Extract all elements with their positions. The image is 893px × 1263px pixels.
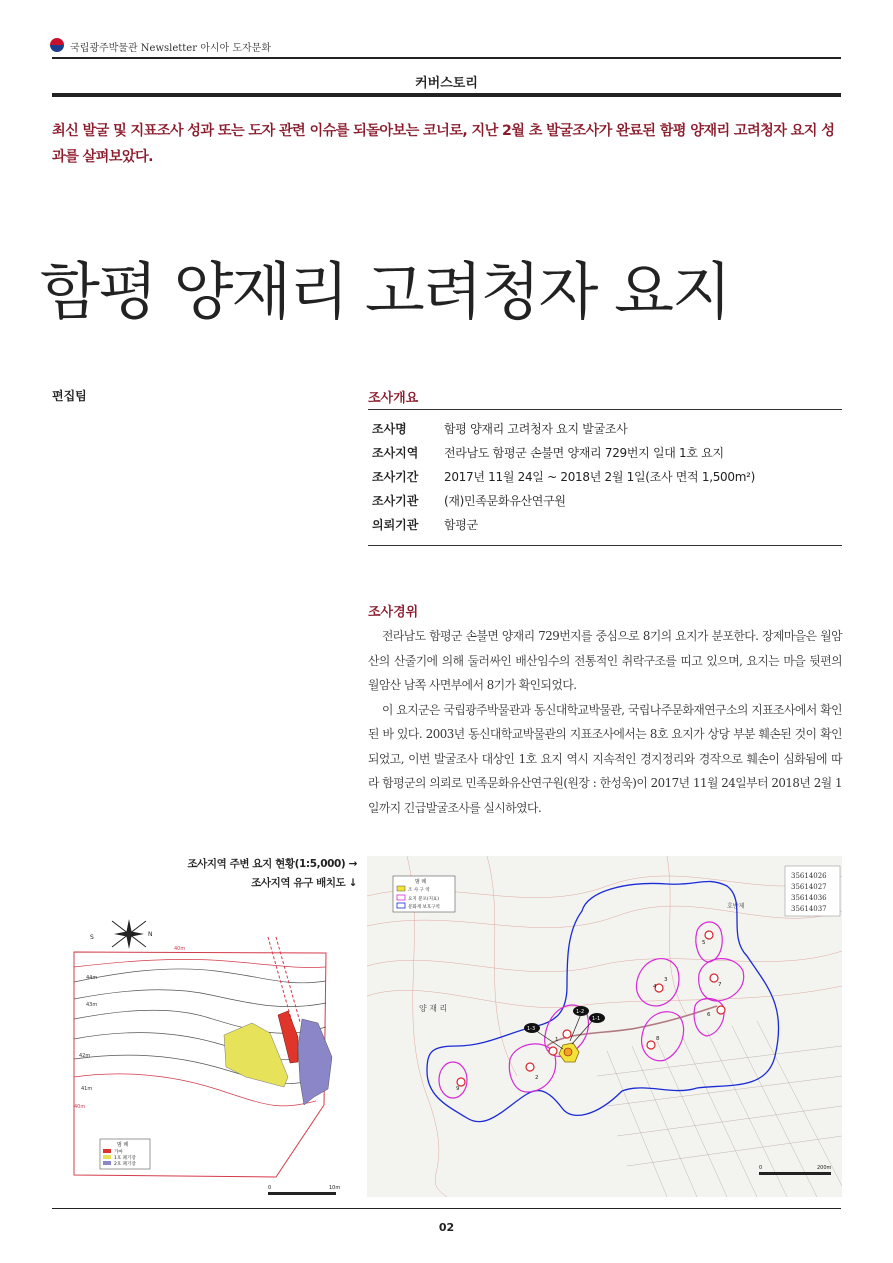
plan-scale-bar [268,1185,340,1195]
info-label: 조사기간 [372,470,419,484]
legend-title: 범 례 [415,879,427,885]
marker-label: 8 [656,1036,660,1042]
marker-label: 5 [702,940,706,946]
sheet-code: 35614036 [791,894,827,902]
scale-label: 0 [268,1185,272,1191]
plan-caption: 조사지역 유구 배치도 ↓ [251,877,357,889]
compass-label: N [148,931,153,938]
marker-label: 9 [456,1086,460,1092]
section-label: 커버스토리 [415,76,478,91]
dump-area-1 [224,1023,288,1087]
contour-label: 40m [74,1104,86,1110]
legend-item: 2호 폐기장 [114,1162,136,1167]
museum-logo-icon [50,38,64,52]
info-value: 함평군 [444,518,478,532]
overview-heading: 조사개요 [368,391,419,406]
contour-label: 44m [86,975,98,981]
info-value: 전라남도 함평군 손불면 양재리 729번지 일대 1호 요지 [444,446,724,460]
body-paragraph: 전라남도 함평군 손불면 양재리 729번지를 중심으로 8기의 요지가 분포한다. 장제마을은 월암산의 산줄기에 의해 둘러싸인 배산임수의 전통적인 취락구조를 띠고 있으며, 요지는 마을 뒷편의 월암산 남쪽 사면부에서 8기가 확인되었다. [368,629,842,692]
info-label: 의뢰기관 [372,518,419,532]
scale-label: 0 [759,1165,763,1171]
info-value: 함평 양재리 고려청자 요지 발굴조사 [444,422,628,436]
body-paragraph: 이 요지군은 국립광주박물관과 동신대학교박물관, 국립나주문화재연구소의 지표조사에서 확인된 바 있다. 2003년 동신대학교박물관의 지표조사에서는 8호 요지가 상당 부분 훼손된 것이 확인되었고, 이번 발굴조사 대상인 1호 요지 역시 지속적인 경지정리와 경작으로 훼손이 심화됨에 따라 함평군의 의뢰로 민족문화유산연구원(원장 : 한성욱)이 2017년 11월 24일부터 2018년 2월 1일까지 긴급발굴조사를 실시하였다. [368,702,842,815]
info-row [372,468,842,492]
marker-label: 2 [535,1075,539,1081]
sheet-code: 35614026 [791,872,827,880]
sheet-code: 35614027 [791,883,827,891]
background-text [368,624,842,820]
contour-label: 40m [174,946,186,952]
info-row [372,444,842,468]
tag-label: 1-1 [592,1016,601,1022]
marker-label: 7 [718,982,722,988]
info-value: 2017년 11월 24일 ~ 2018년 2월 1일(조사 면적 1,500m²) [444,470,755,484]
plan-legend [100,1139,150,1169]
scale-label: 200m [817,1165,832,1171]
legend-item: 조 사 구 역 [408,888,430,893]
info-value: (재)민족문화유산연구원 [444,494,566,508]
compass-rose-icon [90,919,153,949]
legend-item: 1호 폐기장 [114,1156,136,1161]
info-label: 조사지역 [372,446,419,460]
compass-label: S [90,934,94,941]
section-rule [52,93,841,97]
info-label: 조사기관 [372,494,419,508]
contour-label: 43m [86,1002,98,1008]
scale-label: 10m [329,1185,341,1191]
marker-label: 3 [664,977,668,983]
page-title: 함평 양재리 고려청자 요지 [40,255,730,328]
site-plan-figure [66,907,356,1197]
background-heading: 조사경위 [368,605,419,620]
info-row [372,516,842,540]
publication-name: 국립광주박물관 Newsletter 아시아 도자문화 [70,43,271,54]
legend-item: 요지 분포(지표) [408,897,440,902]
intro-text: 최신 발굴 및 지표조사 성과 또는 도자 관련 이슈를 되돌아보는 코너로, 지난 2월 초 발굴조사가 완료된 함평 양재리 고려청자 요지 성과를 살펴보았다. [52,123,835,165]
legend-item: 문화재 보호구역 [408,905,440,910]
page-number: 02 [438,1221,455,1234]
place-name: 호반제 [727,903,745,910]
tag-label: 1-3 [527,1026,536,1032]
marker-label: 6 [707,1012,711,1018]
contour-label: 42m [79,1053,91,1059]
info-table-top-rule [368,409,842,410]
kiln-feature [278,1011,298,1063]
tag-label: 1-2 [576,1009,585,1015]
sheet-code: 35614037 [791,905,827,913]
author-label: 편집팀 [52,389,87,403]
contour-label: 41m [81,1086,93,1092]
legend-title: 범 례 [117,1142,129,1148]
map-caption: 조사지역 주변 요지 현황(1:5,000) → [187,858,357,870]
info-row [372,420,842,444]
info-label: 조사명 [372,422,407,436]
legend-item: 가마 [114,1150,123,1155]
marker-label: 1 [555,1037,559,1043]
info-table-bottom-rule [368,545,842,546]
kiln-distribution-map [367,856,842,1197]
marker-label: 4 [653,984,657,990]
footer-rule [52,1208,841,1209]
info-row [372,492,842,516]
map-legend [393,876,455,912]
dump-area-2 [298,1019,332,1105]
header-rule [52,57,841,59]
place-name: 양 재 리 [419,1004,448,1013]
